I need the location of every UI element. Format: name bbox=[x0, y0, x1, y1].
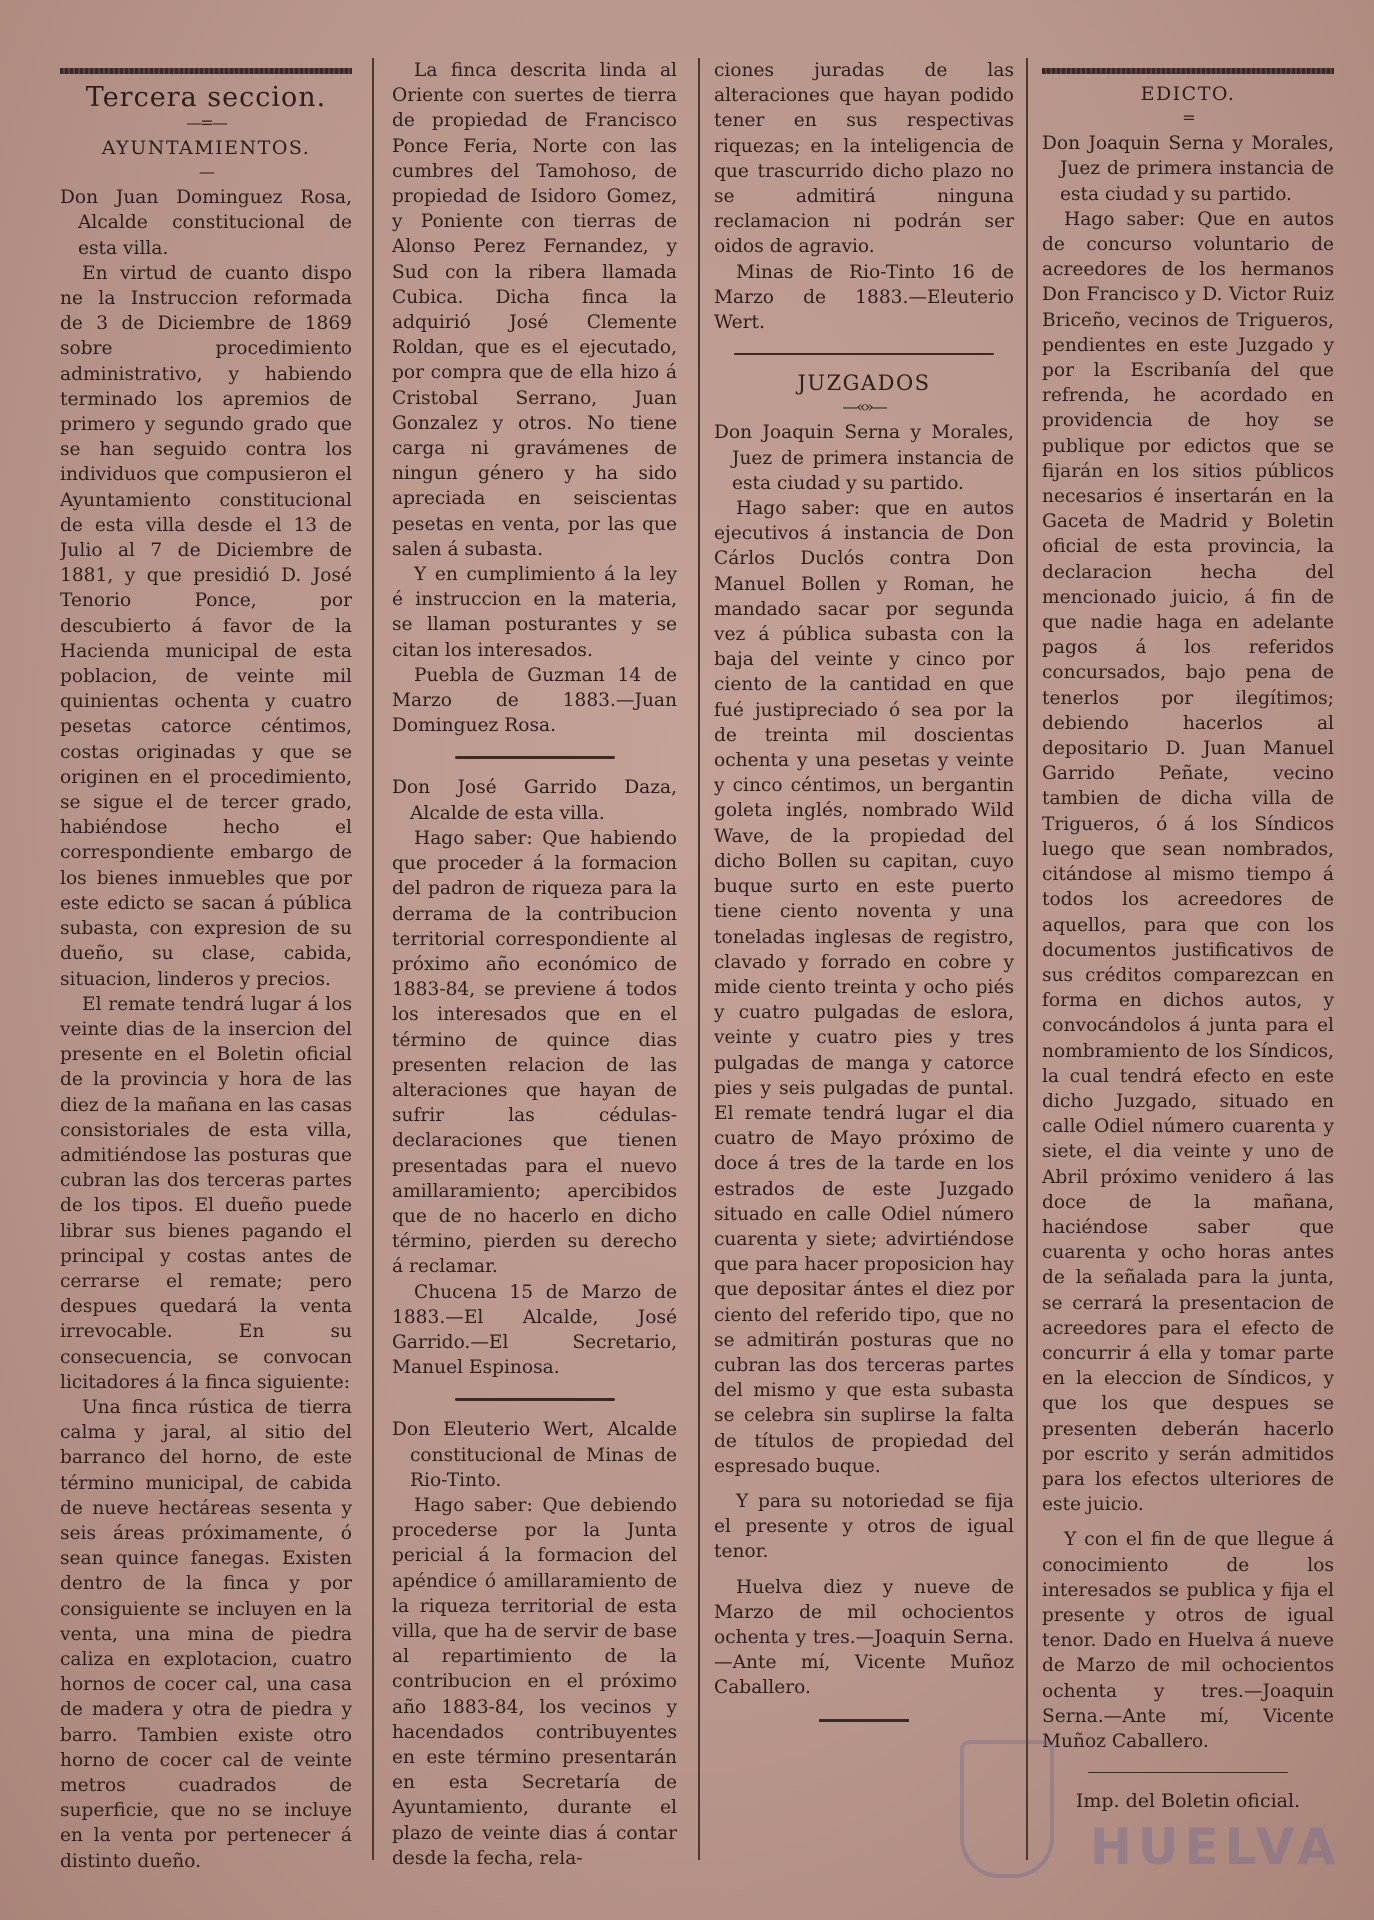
heading-ornament: —«»— bbox=[842, 397, 886, 417]
title-ornament: —=— bbox=[186, 113, 226, 132]
column-3 bbox=[714, 58, 1014, 1880]
notice-paragraph: Y para su notoriedad se fija el presente y otros de igual tenor. bbox=[714, 1490, 1014, 1563]
notice-paragraph: Hago saber: que en autos ejecutivos á instancia de Don Cárlos Duclós contra Don Manuel Bollen y Roman, he mandado sacar por segunda vez á pública subasta con la baja del veinte y cinco por ciento de la cantidad en que fué justipreciado ó sea por la de treinta mil doscientas ochenta y una pesetas y veinte y cinco céntimos, un bergantin goleta inglés, nombrado Wild Wave, de la propiedad del dicho Bollen su capitan, cuyo buque surto en este puerto tiene ciento noventa y una toneladas inglesas de registro, clavado y forrado en cobre y mide ciento treinta y ocho piés y cuatro pulgadas de eslora, veinte y cuatro pies y tres pulgadas de manga y catorce pies y seis pulgadas de puntal. El remate tendrá lugar el dia cuatro de Mayo próximo de doce á tres de la tarde en los estrados de este Juzgado situado en calle Odiel número cuarenta y siete; advirtiéndose que para hacer proposicion hay que depositar ántes el diez por ciento del referido tipo, que no se admitirán posturas que no cubran las dos terceras partes del mismo y que esta subasta se celebra sin suplirse la falta de títulos de propiedad del espresado buque. bbox=[714, 498, 1014, 1477]
column-4 bbox=[1042, 58, 1334, 1880]
end-rule bbox=[819, 1719, 909, 1722]
column-2 bbox=[392, 58, 677, 1880]
separator-rule bbox=[455, 1398, 615, 1401]
notice-signature: Huelva diez y nueve de Marzo de mil ochocientos ochenta y tres.—Joaquin Serna.—Ante mí, Vicente Muñoz Caballero. bbox=[714, 1576, 1014, 1699]
column-divider bbox=[372, 58, 374, 1860]
column-1 bbox=[60, 58, 352, 1880]
stamp-text: HUELVA bbox=[1090, 1818, 1342, 1876]
column-divider bbox=[1026, 58, 1028, 1860]
separator-rule bbox=[455, 756, 615, 759]
notice-paragraph: Hago saber: Que debiendo procederse por la Junta pericial á la formacion del apéndice ó amillaramiento de la riqueza territorial de esta villa, que ha de servir de base al repartimiento de la contribucion en el próximo año 1883-84, los vecinos y hacendados contribuyentes en este término presentarán en esta Secretaría de Ayuntamiento, durante el plazo de veinte dias á contar desde la fecha, rela- bbox=[392, 1494, 677, 1869]
heading-edicto: EDICTO. bbox=[1140, 83, 1236, 105]
notice-paragraph: ciones juradas de las alteraciones que hayan podido tener en sus respectivas riquezas; en la inteligencia de que trascurrido dicho plazo no se admitirá ninguna reclamacion ni podrán ser oidos de agravio. bbox=[714, 60, 1014, 258]
notice-signature: Chucena 15 de Marzo de 1883.—El Alcalde, José Garrido.—El Secretario, Manuel Espinosa. bbox=[392, 1281, 677, 1379]
notice-paragraph: Hago saber: Que habiendo que proceder á la formacion del padron de riqueza para la derrama de la contribucion territorial correspondiente al próximo año económico de 1883-84, se previene á todos los interesados que en el término de quince dias presenten relacion de las alteraciones que hayan de sufrir las cédulas-declaraciones que tienen presentadas para el nuevo amillaramiento; apercibidos que de no hacerlo en dicho término, pierden su derecho á reclamar. bbox=[392, 827, 677, 1278]
notice-paragraph: Y en cumplimiento á la ley é instruccion en la materia, se llaman posturantes y se citan los interesados. bbox=[392, 564, 677, 661]
notice-official: Don Joaquin Serna y Morales, Juez de primera instancia de esta ciudad y su partido. bbox=[1042, 133, 1334, 205]
heading-ornament: — bbox=[199, 162, 213, 182]
heading-juzgados: JUZGADOS bbox=[797, 371, 931, 396]
heading-ornament: = bbox=[1182, 108, 1194, 128]
notice-signature: Puebla de Guzman 14 de Marzo de 1883.—Juan Dominguez Rosa. bbox=[392, 664, 677, 737]
notice-paragraph: En virtud de cuanto dispo ne la Instruccion reformada de 3 de Diciembre de 1869 sobre procedimiento administrativo, y habiendo terminado los apremios de primero y segundo grado que se han seguido contra los individuos que compusieron el Ayuntamiento constitucional de esta villa desde el 13 de Julio al 7 de Diciembre de 1881, y que presidió D. José Tenorio Ponce, por descubierto á favor de la Hacienda municipal de esta poblacion, de veinte mil quinientas ochenta y cuatro pesetas catorce céntimos, costas originadas y que se originen en el procedimiento, se sigue el de tercer grado, habiéndose hecho el correspondiente embargo de los bienes inmuebles que por este edicto se sacan á pública subasta, con expresion de su dueño, su clase, cabida, situacion, linderos y precios. bbox=[60, 262, 352, 990]
notice-paragraph: El remate tendrá lugar á los veinte dias de la insercion del presente en el Boletin oficial de la provincia y hora de las diez de la mañana en las casas consistoriales de esta villa, admitiéndose las posturas que cubran las dos terceras partes de los tipos. El dueño puede librar sus bienes pagando el principal y costas antes de cerrarse el remate; pero despues quedará la venta irrevocable. En su consecuencia, se convocan licitadores á la finca siguiente: bbox=[60, 993, 352, 1393]
notice-official: Don Juan Dominguez Rosa, Alcalde constitucional de esta villa. bbox=[60, 187, 352, 259]
notice-official: Don José Garrido Daza, Alcalde de esta villa. bbox=[392, 777, 677, 824]
notice-paragraph: La finca descrita linda al Oriente con suertes de tierra de propiedad de Francisco Ponce Feria, Norte con las cumbres del Tamohoso, de propiedad de Isidoro Gomez, y Poniente con tierras de Alonso Perez Fernandez, y Sud con la ribera llamada Cubica. Dicha finca la adquirió José Clemente Roldan, que es el ejecutado, por compra que de ella hizo á Cristobal Serrano, Juan Gonzalez y otros. No tiene carga ni gravámenes de ningun género y ha sido apreciada en seiscientas pesetas en venta, por las que salen á subasta. bbox=[392, 60, 677, 560]
notice-official: Don Joaquin Serna y Morales, Juez de primera instancia de esta ciudad y su partido. bbox=[714, 422, 1014, 494]
notice-signature: Minas de Rio-Tinto 16 de Marzo de 1883.—Eleuterio Wert. bbox=[714, 261, 1014, 334]
library-stamp bbox=[960, 1740, 1342, 1890]
column-divider bbox=[698, 58, 700, 1860]
crest-icon bbox=[960, 1740, 1054, 1878]
top-rule bbox=[60, 68, 352, 74]
heading-ayuntamientos: AYUNTAMIENTOS. bbox=[101, 137, 311, 159]
printer-imprint: Imp. del Boletin oficial. bbox=[1075, 1790, 1301, 1813]
section-title: Tercera seccion. bbox=[85, 82, 327, 113]
top-rule bbox=[1042, 68, 1334, 74]
notice-paragraph: Y con el fin de que llegue á conocimiento de los interesados se publica y fija el presente y otros de igual tenor. Dado en Huelva á nueve de Marzo de mil ochocientos ochenta y tres.—Joaquin Serna.—Ante mí, Vicente Muñoz Caballero. bbox=[1042, 1529, 1334, 1752]
separator-rule bbox=[734, 353, 994, 355]
notice-official: Don Eleuterio Wert, Alcalde constitucional de Minas de Rio-Tinto. bbox=[392, 1419, 677, 1491]
notice-paragraph: Una finca rústica de tierra calma y jaral, al sitio del barranco del horno, de este término municipal, de cabida de nueve hectáreas sesenta y seis áreas próximamente, ó sean quince fanegas. Existen dentro de la finca y por consiguiente se incluyen en la venta, una mina de piedra caliza en explotacion, cuatro hornos de cocer cal, una casa de madera y otra de piedra y barro. Tambien existe otro horno de cocer cal de veinte metros cuadrados de superficie, que no se incluye en la venta por pertenecer á distinto dueño. bbox=[60, 1396, 352, 1872]
notice-paragraph: Hago saber: Que en autos de concurso voluntario de acreedores de los hermanos Don Francisco y D. Victor Ruiz Briceño, vecinos de Trigueros, pendientes en este Juzgado y por la Escribanía del que refrenda, he acordado en providencia de hoy se publique por edictos que se fijarán en los sitios públicos necesarios é insertarán en la Gaceta de Madrid y Boletin oficial de esta provincia, la declaracion hecha del mencionado juicio, á fin de que nadie haga en adelante pagos á los referidos concursados, bajo pena de tenerlos por ilegítimos; debiendo hacerlos al depositario D. Juan Manuel Garrido Peñate, vecino tambien de dicha villa de Trigueros, ó á los Síndicos luego que sean nombrados, citándose al mismo tiempo á todos los acreedores de aquellos, para que con los documentos justificativos de sus créditos comparezcan en forma en dichos autos, y convocándolos á junta para el nombramiento de los Síndicos, la cual tendrá efecto en este dicho Juzgado, situado en calle Odiel número cuarenta y siete, el dia veinte y uno de Abril próximo venidero á las doce de la mañana, haciéndose saber que cuarenta y ocho horas antes de la señalada para la junta, se cerrará la presentacion de acreedores para el efecto de concurrir á ella y tomar parte en la eleccion de Síndicos, y que los que despues se presenten deberán hacerlo por escrito y serán admitidos para los efectos ulteriores de este juicio. bbox=[1042, 208, 1334, 1516]
